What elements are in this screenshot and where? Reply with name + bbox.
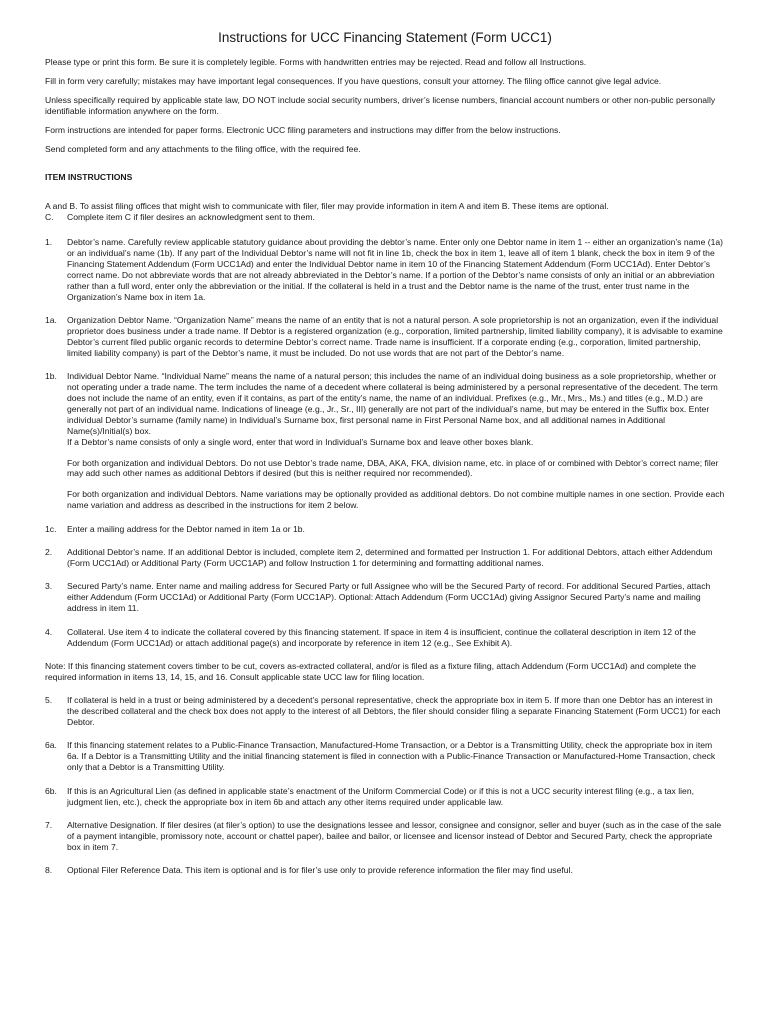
- section-heading: ITEM INSTRUCTIONS: [45, 172, 133, 183]
- intro-paragraph: Please type or print this form. Be sure it is completely legible. Forms with handwritten entries may be rejected. Read and follow all Instructions.: [45, 57, 587, 67]
- item-text: Enter a mailing address for the Debtor named in item 1a or 1b.: [67, 523, 305, 534]
- item-text-continued: If a Debtor’s name consists of only a single word, enter that word in Individual’s Surname box and leave other boxes blank.: [67, 436, 534, 447]
- item-8: [45, 865, 725, 876]
- note-paragraph: Note: If this financing statement covers timber to be cut, covers as-extracted collateral, and/or is filed as a fixture filing, attach Addendum (Form UCC1Ad) and complete the required information in items 13, 14, 15, and 16. Consult applicable state UCC law for filing location.: [45, 660, 697, 682]
- item-6b: [45, 786, 725, 808]
- item-number: 1b.: [45, 371, 57, 382]
- item-subparagraph: For both organization and individual Debtors. Do not use Debtor’s trade name, DBA, AKA, FKA, division name, etc. in place of or combined with Debtor’s correct name; filer may add such other names as additional Debtors if desired (but this is neither required nor recommended).: [67, 457, 719, 479]
- item-number: 3.: [45, 581, 53, 592]
- item-number: 7.: [45, 820, 53, 830]
- item-3: [45, 581, 725, 614]
- item-text: If collateral is held in a trust or being administered by a decedent’s personal representative, check the appropriate box in item 5. If more than one Debtor has an interest in the described collateral and the check box does not apply to the interest of all Debtors, the filer should consider filing a separate Financing Statement (Form UCC1) for each Debtor.: [67, 695, 721, 728]
- item-1a: [45, 315, 725, 359]
- intro-paragraph: Fill in form very carefully; mistakes may have important legal consequences. If you have questions, consult your attorney. The filing office cannot give legal advice.: [45, 75, 662, 86]
- item-5: [45, 695, 725, 728]
- item-text: Alternative Designation. If filer desires (at filer’s option) to use the designations lessee and lessor, consignee and consignor, seller and buyer (such as in the case of the sale of a payment intangible, promissory note, account or chattel paper), bailee and bailor, or licensee and licensor instead of Debtor and Secured Party, check the appropriate box in item 7.: [67, 820, 722, 852]
- item-ab-c: [45, 201, 725, 223]
- item-number: 5.: [45, 695, 53, 706]
- item-number: 6b.: [45, 785, 57, 796]
- item-text: Secured Party’s name. Enter name and mailing address for Secured Party or full Assignee who will be the Secured Party of record. For additional Secured Parties, attach either Addendum (Form UCC1Ad) or Additional Party (Form UCC1AP). Optional: Attach Addendum (Form UCC1Ad) giving Assignor Secured Party’s name and mailing address in item 11.: [67, 581, 711, 614]
- item-text: If this is an Agricultural Lien (as defined in applicable state’s enactment of the Uniform Commercial Code) or if this is not a UCC security interest filing (e.g., a tax lien, judgment lien, etc.), check the appropriate box in item 6b and attach any other items required under applicable law.: [67, 785, 694, 807]
- intro-paragraph: Form instructions are intended for paper forms. Electronic UCC filing parameters and instructions may differ from the below instructions.: [45, 124, 561, 135]
- item-7: [45, 820, 725, 853]
- item-number: 6a.: [45, 740, 57, 751]
- item-text: Additional Debtor’s name. If an additional Debtor is included, complete item 2, determined and formatted per Instruction 1. For additional Debtors, attach either Addendum (Form UCC1Ad) or Additional Party (Form UCC1AP) and follow Instruction 1 for determining and formatting additional names.: [67, 547, 713, 568]
- item-2: [45, 547, 725, 569]
- item-number: 1c.: [45, 523, 57, 534]
- item-text: If this financing statement relates to a Public-Finance Transaction, Manufactured-Home Transaction, or a Debtor is a Transmitting Utility, check the appropriate box in item 6a. If a Debtor is a Transmitting Utility and the initial financing statement is filed in connection with a Public-Finance Transaction or Manufactured-Home Transaction, check only that a Debtor is a Transmitting Utility.: [67, 740, 716, 773]
- item-ab-text: A and B. To assist filing offices that might wish to communicate with filer, filer may provide information in item A and item B. These items are optional.: [45, 201, 609, 212]
- item-subparagraph: For both organization and individual Debtors. Name variations may be optionally provided as additional debtors. Do not combine multiple names in one section. Provide each name variation and address as described in the instructions for item 2 below.: [67, 489, 725, 511]
- intro-paragraph: Send completed form and any attachments to the filing office, with the required fee.: [45, 143, 361, 154]
- instructions-page: [45, 30, 725, 889]
- item-text: Collateral. Use item 4 to indicate the collateral covered by this financing statement. If space in item 4 is insufficient, continue the collateral description in item 12 of the Addendum (Form UCC1Ad) or attach additional page(s) and incorporate by reference in item 12 (e.g., See Exhibit A).: [67, 626, 696, 648]
- item-4: [45, 627, 725, 649]
- item-number: 1.: [45, 237, 53, 248]
- item-number: C.: [45, 212, 54, 223]
- item-text: Organization Debtor Name. “Organization Name” means the name of an entity that is not a natural person. A sole proprietorship is not an organization, even if the individual proprietor does business under a trade name. If Debtor is a registered organization (e.g., corporation, limited partnership, limited liability company), it is advisable to examine Debtor’s current filed public organic records to determine Debtor’s correct name. Trade name is insufficient. If a corporate ending (e.g., corporation, limited partnership, limited liability company) is part of the Debtor’s name, it must be included. Do not use words that are not part of the Debtor’s name.: [67, 315, 723, 358]
- item-text: Complete item C if filer desires an acknowledgment sent to them.: [67, 212, 315, 223]
- item-text: Debtor’s name. Carefully review applicable statutory guidance about providing the debtor’s name. Enter only one Debtor name in item 1 -- either an organization’s name (1a) or an individual’s name (1b). If any part of the Individual Debtor’s name will not fit in line 1b, check the box in item 1, leave all of item 1 blank, check the box in item 9 of the Financing Statement Addendum (Form UCC1Ad) and enter the Individual Debtor name in item 10 of the Financing Statement Addendum (Form UCC1Ad). Enter Debtor’s correct name. Do not abbreviate words that are not already abbreviated in the Debtor’s name. If a portion of the Debtor’s name consists of only an initial or an abbreviation rather than a full word, enter only the abbreviation or the initial. If the collateral is held in a trust and the Debtor name is the name of the trust, enter trust name in the Organization’s Name box in item 1a.: [67, 237, 724, 302]
- item-1b: [45, 371, 725, 511]
- item-number: 4.: [45, 626, 53, 637]
- item-6a: [45, 740, 725, 773]
- page-title: Instructions for UCC Financing Statement (Form UCC1): [218, 30, 552, 45]
- item-number: 2.: [45, 547, 53, 558]
- item-1c: [45, 524, 725, 535]
- item-text: Optional Filer Reference Data. This item is optional and is for filer’s use only to provide reference information the filer may find useful.: [67, 865, 573, 876]
- item-number: 8.: [45, 865, 53, 876]
- item-text: Individual Debtor Name. “Individual Name” means the name of a natural person; this includes the name of an individual doing business as a sole proprietorship, whether or not operating under a trade name. The term includes the name of a decedent where collateral is being administered by a personal representative of the decedent. The term does not include the name of an entity, even if it contains, as part of the entity’s name, the name of an individual. Prefixes (e.g., Mr., Mrs., Ms.) and titles (e.g., M.D.) are generally not part of an individual name. Indications of lineage (e.g., Jr., Sr., III) generally are not part of the individual’s name, but may be entered in the Suffix box. Enter individual Debtor’s surname (family name) in Individual’s Surname box, first personal name in First Personal Name box, and all additional names in Additional Name(s)/Initial(s) box.: [67, 371, 718, 436]
- intro-paragraph: Unless specifically required by applicable state law, DO NOT include social security numbers, driver’s license numbers, financial account numbers or other non-public personally identifiable information anywhere on the form.: [45, 94, 716, 116]
- item-number: 1a.: [45, 315, 57, 326]
- item-1: [45, 237, 725, 302]
